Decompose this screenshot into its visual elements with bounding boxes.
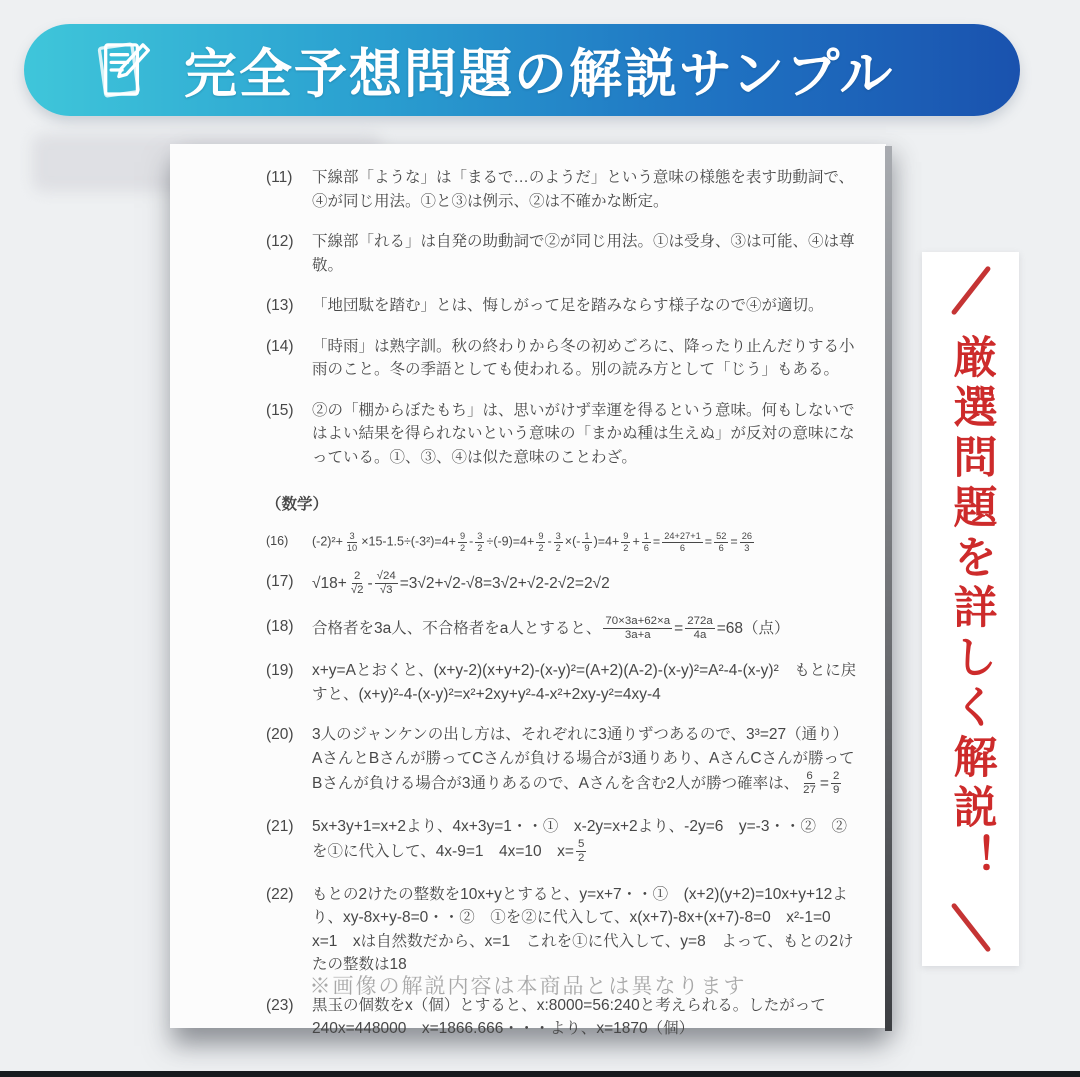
fraction: $\frac{9}{2}$	[538, 531, 544, 553]
document-section-label	[266, 493, 858, 517]
item-text: (-2)²+ $\frac{3}{10}$ ×15-1.5÷(-3²)=4+ $\frac{9}{2}$ - $\frac{3}{2}$ ÷(-9)=4+ $\frac{9}{2}$ - $\frac{3}{2}$ ×(- $\frac{1}{9}$ )=4+ $\frac{9}{2}$ + $\frac{1}{6}$ = $\frac{24+27+1}{6}$ = $\frac{52}{6}$ = $\frac{26}{3}$	[312, 531, 752, 553]
item-number: (13)	[266, 297, 294, 315]
fraction: $\frac{6}{27}$	[803, 770, 816, 797]
fraction: $\frac{3}{10}$	[346, 531, 358, 553]
fraction: $\frac{2}{9}$	[832, 770, 840, 797]
document-item	[266, 294, 858, 318]
document-items	[170, 144, 886, 1038]
item-text: （数学）	[266, 496, 329, 514]
document-item	[266, 570, 858, 597]
fraction: $\frac{3}{2}$	[555, 531, 561, 553]
document-item	[266, 883, 858, 977]
fraction: $\frac{9}{2}$	[459, 531, 466, 553]
document-item	[266, 335, 858, 382]
item-text: 下線部「れる」は自発の助動詞で②が同じ用法。①は受身、③は可能、④は尊敬。	[312, 233, 855, 274]
item-text: √18+ $\frac{2}{√2}$ - $\frac{√24}{√3}$ =3√2+√2-√8=3√2+√2-2√2=2√2	[312, 570, 610, 597]
slash-bottom-decoration	[950, 902, 991, 952]
document-item	[266, 166, 858, 213]
item-number: (20)	[266, 726, 294, 744]
side-callout-card	[922, 252, 1019, 966]
fraction: $\frac{2}{√2}$	[350, 570, 364, 597]
item-number: (22)	[266, 885, 294, 903]
slash-top-decoration	[950, 265, 991, 315]
item-number: (15)	[266, 401, 294, 419]
document-item	[266, 531, 858, 553]
side-callout-text: 厳選問題を詳しく解説！	[946, 334, 996, 884]
item-number: (19)	[266, 662, 294, 680]
item-text: もとの2けたの整数を10x+yとすると、y=x+7・・① (x+2)(y+2)=10x+y+12より、xy-8x+y-8=0・・② ①を②に代入して、x(x+7)-8x+(x+7)-8=0 x²-1=0 x=1 xは自然数だから、x=1 これを①に代入して、y=8 よって、もとの2けたの整数は18	[312, 885, 854, 974]
item-text: 黒玉の個数をx（個）とすると、x:8000=56:240と考えられる。したがって240x=448000 x=1866.666・・・より、x=1870（個）	[312, 996, 826, 1038]
document-footnote: ※画像の解説内容は本商品とは異なります	[309, 975, 747, 998]
fraction: $\frac{3}{2}$	[477, 531, 483, 553]
fraction: $\frac{√24}{√3}$	[376, 570, 396, 597]
document-item	[266, 399, 858, 470]
photo-edge-bar	[0, 1071, 1080, 1077]
fraction: $\frac{5}{2}$	[577, 838, 585, 865]
header-banner	[24, 24, 1020, 116]
item-text: x+y=Aとおくと、(x+y-2)(x+y+2)-(x-y)²=(A+2)(A-2)-(x-y)²=A²-4-(x-y)² もとに戻すと、(x+y)²-4-(x-y)²=x²+2xy+y²-4-x²+2xy-y²=4xy-4	[312, 662, 857, 703]
item-text: 「時雨」は熟字訓。秋の終わりから冬の初めごろに、降ったり止んだりする小雨のこと。冬の季語としても使われる。別の読み方として「じう」もある。	[312, 337, 855, 379]
fraction: $\frac{1}{6}$	[643, 531, 649, 553]
document-item	[266, 615, 858, 642]
item-number: (23)	[266, 996, 294, 1014]
fraction: $\frac{9}{2}$	[623, 531, 629, 553]
fraction: $\frac{272a}{4a}$	[687, 614, 713, 641]
item-text: 「地団駄を踏む」とは、悔しがって足を踏みならす様子なので④が適切。	[312, 297, 824, 315]
item-number: (12)	[266, 233, 294, 251]
item-number: (17)	[266, 573, 294, 591]
item-text: 合格者を3a人、不合格者をa人とすると、 $\frac{70\times 3a+62\times a}{3a+a}$ = $\frac{272a}{4a}$ =68（点）	[312, 614, 790, 641]
item-number: (18)	[266, 617, 294, 635]
item-text: ②の「棚からぼたもち」は、思いがけず幸運を得るという意味。何もしないではよい結果を得られないという意味の「まかぬ種は生えぬ」が反対の意味になっている。①、③、④は似た意味のことわざ。	[312, 401, 855, 466]
document-item	[266, 723, 858, 797]
header-title: 完全予想問題の解説サンプル	[184, 45, 895, 104]
item-text: 下線部「ような」は「まるで…のようだ」という意味の様態を表す助動詞で、④が同じ用法。①と③は例示、②は不確かな断定。	[312, 169, 855, 210]
fraction: $\frac{24+27+1}{6}$	[664, 531, 701, 553]
fraction: $\frac{70\times 3a+62\times a}{3a+a}$	[605, 614, 671, 641]
document-item	[266, 230, 858, 277]
item-number: (14)	[266, 337, 294, 355]
item-number: (16)	[266, 534, 289, 549]
document-pencil-icon	[86, 35, 156, 105]
item-text: 5x+3y+1=x+2より、4x+3y=1・・① x-2y=x+2より、-2y=6 y=-3・・② ②を①に代入して、4x-9=1 4x=10 x= $\frac{5}{2}$	[312, 817, 847, 865]
document-item	[266, 659, 858, 706]
document-page	[170, 144, 886, 1038]
fraction: $\frac{52}{6}$	[716, 531, 727, 553]
item-number: (21)	[266, 817, 294, 835]
document-item	[266, 815, 858, 866]
item-number: (11)	[266, 169, 293, 186]
fraction: $\frac{26}{3}$	[741, 531, 752, 553]
item-text: 3人のジャンケンの出し方は、それぞれに3通りずつあるので、3³=27（通り） AさんとBさんが勝ってCさんが負ける場合が3通りあり、AさんCさんが勝ってBさんが負ける場合が3通りあるので、Aさんを含む2人が勝つ確率は、 $\frac{6}{27}$ = $\frac{2}{9}$	[312, 726, 856, 797]
document-item	[266, 994, 858, 1041]
fraction: $\frac{1}{9}$	[584, 531, 590, 553]
